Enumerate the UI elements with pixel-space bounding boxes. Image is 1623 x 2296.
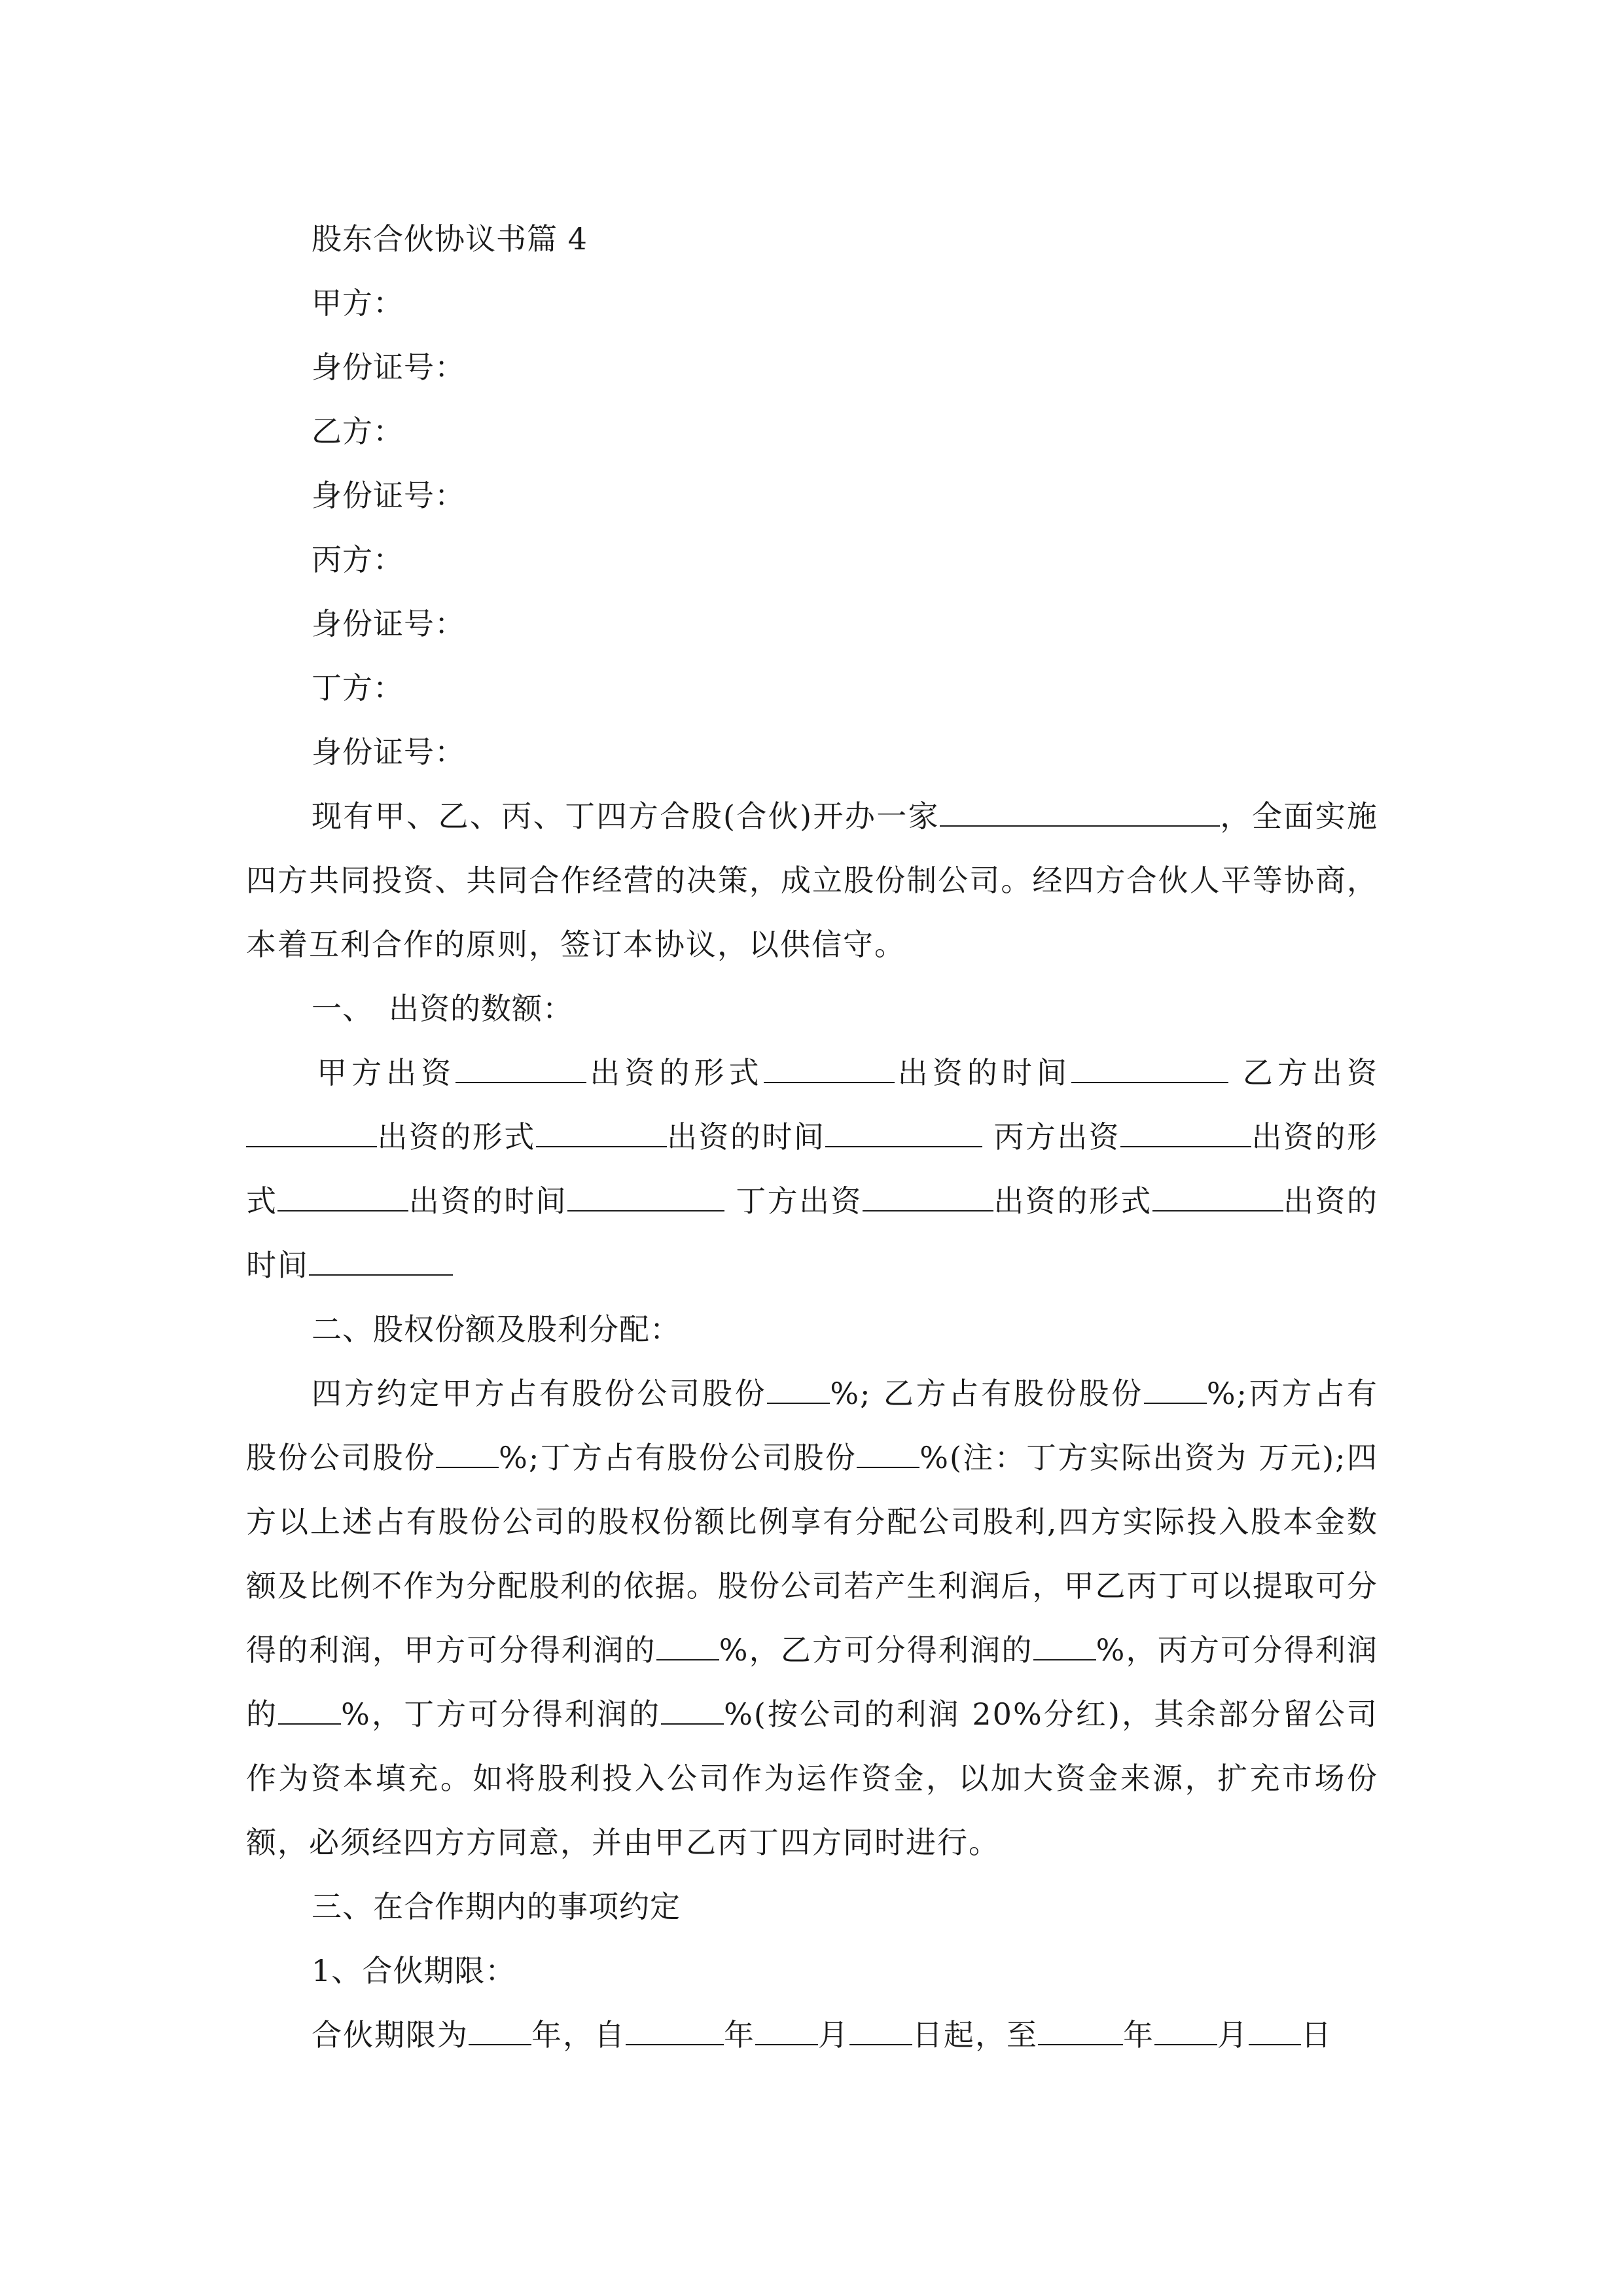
party-a-label: 甲方：: [312, 285, 404, 321]
contribution-text: 出资的形式: [246, 1119, 1379, 1219]
time-blank: [825, 1112, 982, 1147]
equity-text: %，丙方可分得利润的: [246, 1632, 1378, 1732]
party-b-id-label: 身份证号：: [312, 478, 465, 513]
percent-blank: [767, 1369, 830, 1404]
term-text: 月: [818, 2017, 849, 2053]
time-blank: [567, 1176, 724, 1211]
contribution-text: 甲方出资: [317, 1055, 456, 1090]
section-3-heading: 三、在合作期内的事项约定: [312, 1889, 681, 1924]
form-blank: [1152, 1176, 1283, 1211]
term-text: 月: [1217, 2017, 1249, 2053]
start-day-blank: [849, 2010, 912, 2045]
contribution-text: 出资的时间: [408, 1183, 568, 1219]
form-blank: [277, 1176, 408, 1211]
term-text: 合伙期限为: [312, 2017, 469, 2053]
contribution-text: 出资的时间: [894, 1055, 1072, 1090]
contribution-text: 出资的形式: [377, 1119, 536, 1155]
equity-text: 四方约定甲方占有股份公司股份: [312, 1376, 768, 1411]
term-paragraph: [246, 2003, 1378, 2067]
amount-blank: [863, 1176, 993, 1211]
intro-text-a: 现有甲、乙、丙、丁四方合股(合伙)开办一家: [312, 798, 940, 834]
end-year-blank: [1038, 2010, 1123, 2045]
contribution-text: 丁方出资: [724, 1183, 863, 1219]
years-blank: [469, 2010, 531, 2045]
party-d-id-label: 身份证号：: [312, 734, 465, 770]
amount-blank: [455, 1048, 586, 1083]
equity-text: %，乙方可分得利润的: [719, 1632, 1033, 1668]
form-blank: [536, 1112, 667, 1147]
party-a-id-label: 身份证号：: [312, 350, 465, 385]
document-body: [246, 207, 1378, 2067]
contribution-text: 乙方出资: [1228, 1055, 1379, 1090]
intro-paragraph: [246, 784, 1378, 977]
percent-blank: [1144, 1369, 1207, 1404]
term-text: 日: [1301, 2017, 1332, 2053]
term-text: 年: [1123, 2017, 1154, 2053]
intro-text-b: ，全面实施四方共同投资、共同合作经营的决策，成立股份制公司。经四方合伙人平等协商，本着互利合作的原则，签订本协议，以供信守。: [246, 798, 1378, 962]
equity-text: %(注：丁方实际出资为 万元);四方以上述占有股份公司的股权份额比例享有分配公司股利,四方实际投入股本金数额及比例不作为分配股利的依据。股份公司若产生利润后，甲乙丙丁可以提取可分得的利润，甲方可分得利润的: [246, 1440, 1378, 1668]
end-day-blank: [1249, 2010, 1301, 2045]
company-name-blank: [940, 791, 1220, 827]
term-text: 年: [724, 2017, 755, 2053]
amount-blank: [1120, 1112, 1251, 1147]
term-text: 日起，至: [912, 2017, 1038, 2053]
start-month-blank: [755, 2010, 818, 2045]
amount-blank: [246, 1112, 377, 1147]
equity-text: %; 乙方占有股份股份: [830, 1376, 1144, 1411]
party-c-label: 丙方：: [312, 542, 404, 577]
equity-text: %;丁方占有股份公司股份: [499, 1440, 857, 1475]
percent-blank: [436, 1433, 499, 1468]
percent-blank: [278, 1689, 341, 1725]
section-2-heading: 二、股权份额及股利分配：: [312, 1312, 681, 1347]
contribution-paragraph: [246, 1041, 1378, 1297]
form-blank: [764, 1048, 895, 1083]
time-blank: [309, 1240, 453, 1276]
percent-blank: [656, 1625, 719, 1660]
equity-text: %，丁方可分得利润的: [341, 1696, 662, 1732]
percent-blank: [857, 1433, 919, 1468]
end-month-blank: [1154, 2010, 1217, 2045]
contribution-text: 出资的时间: [246, 1183, 1379, 1283]
contribution-text: 出资的形式: [993, 1183, 1152, 1219]
section-1-heading: 一、 出资的数额：: [312, 991, 573, 1026]
contribution-text: 出资的形式: [586, 1055, 764, 1090]
subsection-term-heading: 1、合伙期限：: [312, 1953, 516, 1988]
start-year-blank: [626, 2010, 724, 2045]
time-blank: [1071, 1048, 1228, 1083]
equity-text: %(按公司的利润 20%分红)，其余部分留公司作为资本填充。如将股利投入公司作为运作资金，以加大资金来源，扩充市场份额，必须经四方方同意，并由甲乙丙丁四方同时进行。: [246, 1696, 1379, 1860]
party-c-id-label: 身份证号：: [312, 606, 465, 641]
party-b-label: 乙方：: [312, 414, 404, 449]
percent-blank: [661, 1689, 724, 1725]
equity-text: %;丙方占有股份公司股份: [246, 1376, 1378, 1475]
contribution-text: 出资的时间: [666, 1119, 826, 1155]
document-title: 股东合伙协议书篇 4: [312, 221, 588, 257]
term-text: 年，自: [531, 2017, 626, 2053]
equity-paragraph: [246, 1361, 1378, 1874]
contribution-text: 丙方出资: [982, 1119, 1121, 1155]
percent-blank: [1033, 1625, 1096, 1660]
party-d-label: 丁方：: [312, 670, 404, 706]
